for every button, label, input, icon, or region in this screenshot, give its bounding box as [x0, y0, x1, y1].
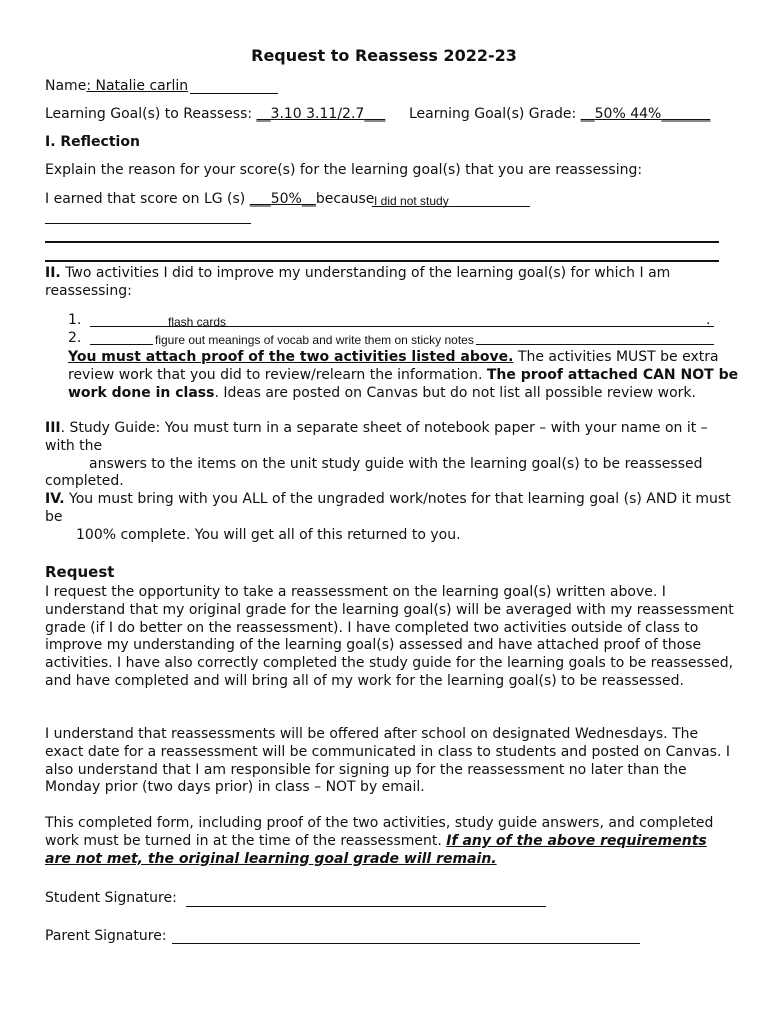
- divider-line-1: [45, 241, 719, 243]
- name-value[interactable]: : Natalie carlin: [86, 78, 189, 94]
- document-title: Request to Reassess 2022-23: [251, 46, 517, 65]
- parent-signature-line[interactable]: [172, 943, 640, 944]
- reflection-prompt: Explain the reason for your score(s) for the learning goal(s) that you are reassessing:: [45, 162, 643, 178]
- because-underline: [372, 206, 530, 207]
- lg-label: Learning Goal(s) to Reassess:: [45, 106, 257, 122]
- earned-value[interactable]: ___50%__: [249, 191, 316, 207]
- proof-requirement-bold: You must attach proof of the two activities listed above.: [68, 349, 514, 365]
- section-4-number: IV.: [45, 491, 65, 507]
- section-2-intro: II. Two activities I did to improve my understanding of the learning goal(s) for which I am reassessing:: [45, 265, 671, 299]
- name-row: [45, 78, 188, 95]
- grade-value[interactable]: __50% 44%_______: [580, 106, 711, 122]
- activity-2-value[interactable]: figure out meanings of vocab and write them on sticky notes: [155, 333, 474, 347]
- proof-requirement: You must attach proof of the two activities listed above. The activities MUST be extra review work that you did to review/relearn the information. The proof attached CAN NOT be work done in class. Ideas are posted on Canvas but do not list all possible review work.: [68, 349, 739, 401]
- request-heading: Request: [45, 563, 115, 581]
- proof-requirement-bold-2: The proof attached CAN NOT be work done in class: [68, 366, 739, 401]
- learning-goal-row: [45, 106, 385, 123]
- earned-prefix: I earned that score on LG (s): [45, 191, 250, 207]
- divider-line-2: [45, 260, 719, 262]
- earned-row: [45, 191, 374, 208]
- section-4: IV. You must bring with you ALL of the ungraded work/notes for that learning goal (s) AND it must be 100% complete. You will get all of this returned to you.: [45, 491, 731, 543]
- activity-1-number: 1.: [68, 312, 82, 328]
- parent-signature-label: Parent Signature:: [45, 928, 167, 944]
- because-continuation-line: [45, 223, 251, 224]
- activity-1-value[interactable]: flash cards: [168, 315, 227, 329]
- name-underline: [190, 93, 278, 94]
- request-paragraph-3: This completed form, including proof of the two activities, study guide answers, and completed work must be turned in at the time of the reassessment. If any of the above requirements are not met, the original learning goal grade will remain.: [45, 815, 714, 867]
- grade-row: [409, 106, 710, 123]
- section-2-number: II.: [45, 265, 61, 281]
- lg-value[interactable]: __3.10 3.11/2.7___: [256, 106, 386, 122]
- name-label: Name: [45, 78, 87, 94]
- request-paragraph-1: I request the opportunity to take a reassessment on the learning goal(s) written above. I understand that my original grade for the learning goal(s) will be averaged with my reassessment grade (if I do better on the reassessment). I have completed two activities outside of class to improve my understanding of the learning goal(s) assessed and have attached proof of those activities. I have also correctly completed the study guide for the learning goals to be reassessed, and have completed and will bring all of my work for the learning goal(s) to be reassessed.: [45, 584, 734, 689]
- reflection-heading: I. Reflection: [45, 134, 140, 150]
- request-paragraph-2: I understand that reassessments will be offered after school on designated Wednesdays. The exact date for a reassessment will be communicated in class to students and posted on Canvas. I also understand that I am responsible for signing up for the reassessment no later than the Monday prior (two days prior) in class – NOT by email.: [45, 726, 730, 796]
- student-signature-line[interactable]: [186, 906, 546, 907]
- because-label: because: [315, 191, 375, 207]
- section-3-number: III: [45, 420, 61, 436]
- activity-2-number: 2.: [68, 330, 82, 346]
- because-answer[interactable]: I did not study: [374, 194, 449, 208]
- requirements-warning: If any of the above requirements are not met, the original learning goal grade will remain.: [45, 832, 707, 867]
- activity-1-end: .: [706, 312, 711, 328]
- student-signature-label: Student Signature:: [45, 890, 177, 906]
- section-3: III. Study Guide: You must turn in a separate sheet of notebook paper – with your name on it – with the answers to the items on the unit study guide with the learning goal(s) to be reassessed completed.: [45, 420, 708, 490]
- grade-label: Learning Goal(s) Grade:: [409, 106, 581, 122]
